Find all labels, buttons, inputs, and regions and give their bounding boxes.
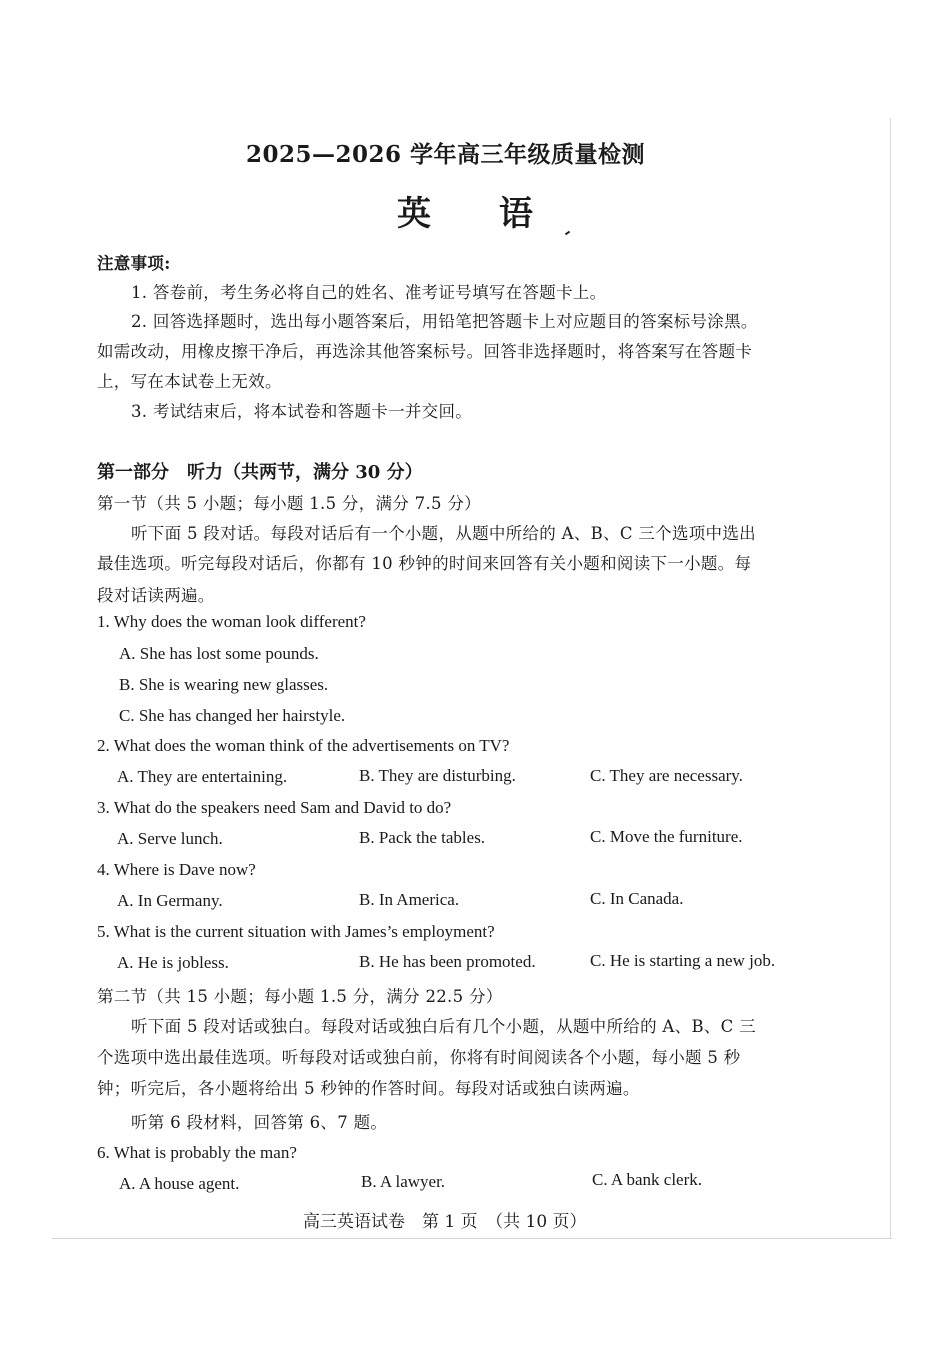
notice-item-2-line-1: 2. 回答选择题时，选出每小题答案后，用铅笔把答题卡上对应题目的答案标号涂黑。 <box>131 312 758 331</box>
notice-heading: 注意事项: <box>97 254 171 273</box>
section1-instruction-line-2: 最佳选项。听完每段对话后，你都有 10 秒钟的时间来回答有关小题和阅读下一小题。每 <box>97 554 752 573</box>
question-6-option-a: A. A house agent. <box>119 1174 240 1193</box>
question-5-stem: 5. What is the current situation with James’s employment? <box>97 922 495 941</box>
notice-item-1: 1. 答卷前，考生务必将自己的姓名、准考证号填写在答题卡上。 <box>131 283 607 302</box>
question-2-option-b: B. They are disturbing. <box>359 766 516 785</box>
section1-instruction-line-1: 听下面 5 段对话。每段对话后有一个小题，从题中所给的 A、B、C 三个选项中选出 <box>131 524 756 543</box>
question-5-option-a: A. He is jobless. <box>117 953 229 972</box>
question-1-option-b: B. She is wearing new glasses. <box>119 675 329 694</box>
question-6-option-c: C. A bank clerk. <box>592 1170 703 1189</box>
question-3-option-c: C. Move the furniture. <box>590 827 743 846</box>
question-3-option-b: B. Pack the tables. <box>359 828 486 847</box>
question-2-stem: 2. What does the woman think of the advertisements on TV? <box>97 736 510 755</box>
subject-title: 英 语 <box>397 194 561 234</box>
question-2-option-c: C. They are necessary. <box>590 766 743 785</box>
section1-heading: 第一节（共 5 小题；每小题 1.5 分，满分 7.5 分） <box>97 494 481 513</box>
part1-heading: 第一部分 听力（共两节，满分 30 分） <box>97 462 423 483</box>
question-4-option-b: B. In America. <box>359 890 460 909</box>
question-6-stem: 6. What is probably the man? <box>97 1143 297 1162</box>
page-footer: 高三英语试卷 第 1 页 （共 10 页） <box>303 1212 587 1232</box>
question-4-option-a: A. In Germany. <box>117 891 223 910</box>
question-6-option-b: B. A lawyer. <box>361 1172 446 1191</box>
question-2-option-a: A. They are entertaining. <box>117 767 288 786</box>
section2-instruction-line-3: 钟；听完后，各小题将给出 5 秒钟的作答时间。每段对话或独白读两遍。 <box>97 1079 640 1098</box>
question-3-option-a: A. Serve lunch. <box>117 829 223 848</box>
question-5-option-b: B. He has been promoted. <box>359 952 536 971</box>
section2-instruction-line-2: 个选项中选出最佳选项。听每段对话或独白前，你将有时间阅读各个小题，每小题 5 秒 <box>97 1048 741 1067</box>
section2-heading: 第二节（共 15 小题；每小题 1.5 分，满分 22.5 分） <box>97 987 503 1006</box>
question-4-stem: 4. Where is Dave now? <box>97 860 256 879</box>
exam-title: 2025—2026 学年高三年级质量检测 <box>246 141 646 168</box>
question-3-stem: 3. What do the speakers need Sam and David to do? <box>97 798 452 817</box>
scan-edge-bottom <box>52 1238 892 1239</box>
pen-mark <box>565 231 570 236</box>
question-1-option-c: C. She has changed her hairstyle. <box>119 706 346 725</box>
notice-item-2-line-3: 上，写在本试卷上无效。 <box>97 372 282 391</box>
material-6-instruction: 听第 6 段材料，回答第 6、7 题。 <box>131 1113 388 1132</box>
question-1-option-a: A. She has lost some pounds. <box>119 644 319 663</box>
notice-item-2-line-2: 如需改动，用橡皮擦干净后，再选涂其他答案标号。回答非选择题时，将答案写在答题卡 <box>97 342 753 361</box>
scan-edge-right <box>890 118 891 1238</box>
question-4-option-c: C. In Canada. <box>590 889 684 908</box>
question-5-option-c: C. He is starting a new job. <box>590 951 776 970</box>
notice-item-3: 3. 考试结束后，将本试卷和答题卡一并交回。 <box>131 402 473 421</box>
section1-instruction-line-3: 段对话读两遍。 <box>97 586 215 605</box>
section2-instruction-line-1: 听下面 5 段对话或独白。每段对话或独白后有几个小题，从题中所给的 A、B、C 三 <box>131 1017 756 1036</box>
question-1-stem: 1. Why does the woman look different? <box>97 612 366 631</box>
